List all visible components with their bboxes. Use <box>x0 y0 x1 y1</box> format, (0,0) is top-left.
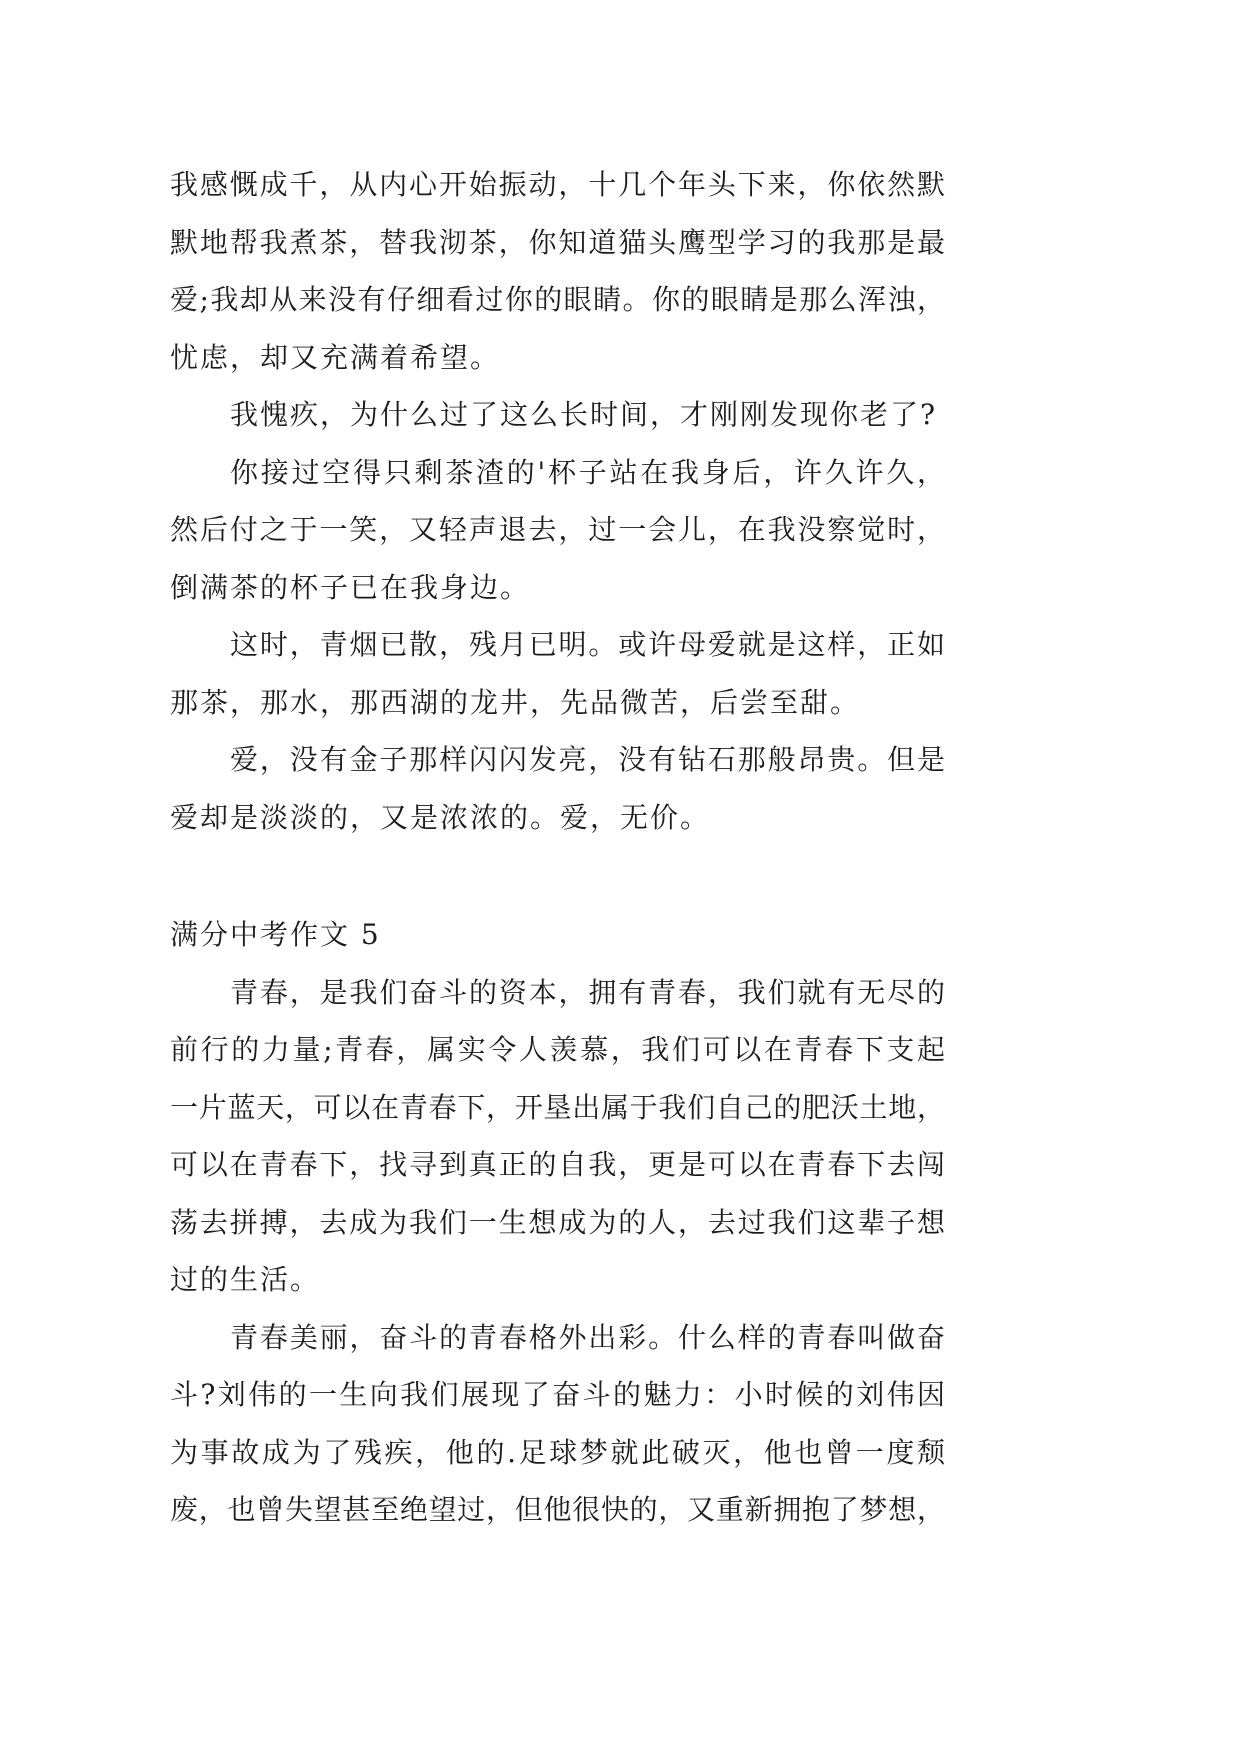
paragraph-line: 我愧疚，为什么过了这么长时间，才刚刚发现你老了? <box>230 398 938 431</box>
paragraph-line: 爱，没有金子那样闪闪发亮，没有钻石那般昂贵。但是 <box>230 743 945 776</box>
essay-section <box>170 156 945 846</box>
section-heading: 满分中考作文 5 <box>170 918 381 951</box>
paragraph-line: 你接过空得只剩茶渣的'杯子站在我身后，许久许久， <box>230 455 945 489</box>
paragraph-line: 那茶，那水，那西湖的龙井，先品微苦，后尝至甜。 <box>170 685 861 719</box>
paragraph-line: 我感慨成千，从内心开始振动，十几个年头下来，你依然默 <box>170 168 945 201</box>
paragraph <box>170 964 945 1309</box>
paragraph-line: 默地帮我煮茶，替我沏茶，你知道猫头鹰型学习的我那是最 <box>170 225 945 259</box>
paragraph <box>170 1309 945 1539</box>
paragraph-line: 过的生活。 <box>170 1263 321 1296</box>
paragraph-line: 可以在青春下，找寻到真正的自我，更是可以在青春下去闯 <box>170 1148 945 1181</box>
essay-section <box>170 906 945 1539</box>
paragraph <box>170 444 945 617</box>
paragraph <box>170 386 945 444</box>
paragraph-line: 倒满茶的杯子已在我身边。 <box>170 570 531 604</box>
paragraph-line: 为事故成为了残疾，他的.足球梦就此破灭，他也曾一度颓 <box>170 1435 945 1469</box>
paragraph-line: 青春美丽，奋斗的青春格外出彩。什么样的青春叫做奋 <box>230 1320 945 1354</box>
paragraph-line: 这时，青烟已散，残月已明。或许母爱就是这样，正如 <box>230 628 945 661</box>
paragraph-line: 爱却是淡淡的，又是浓浓的。爱，无价。 <box>170 800 711 834</box>
paragraph <box>170 731 945 846</box>
paragraph <box>170 616 945 731</box>
document-body <box>170 156 945 1539</box>
paragraph-line: 废，也曾失望甚至绝望过，但他很快的，又重新拥抱了梦想， <box>170 1493 945 1526</box>
paragraph-line: 一片蓝天，可以在青春下，开垦出属于我们自己的肥沃土地， <box>170 1090 945 1124</box>
paragraph-line: 前行的力量;青春，属实令人羡慕，我们可以在青春下支起 <box>170 1033 945 1066</box>
paragraph-line: 青春，是我们奋斗的资本，拥有青春，我们就有无尽的 <box>230 975 945 1009</box>
paragraph-line: 荡去拼搏，去成为我们一生想成为的人，去过我们这辈子想 <box>170 1205 945 1239</box>
paragraph-line: 爱;我却从来没有仔细看过你的眼睛。你的眼睛是那么浑浊， <box>170 283 945 316</box>
paragraph-line: 斗?刘伟的一生向我们展现了奋斗的魅力：小时候的刘伟因 <box>170 1378 945 1411</box>
paragraph-line: 然后付之于一笑，又轻声退去，过一会儿，在我没察觉时， <box>170 513 945 546</box>
paragraph <box>170 156 945 386</box>
paragraph-line: 忧虑，却又充满着希望。 <box>170 340 501 374</box>
